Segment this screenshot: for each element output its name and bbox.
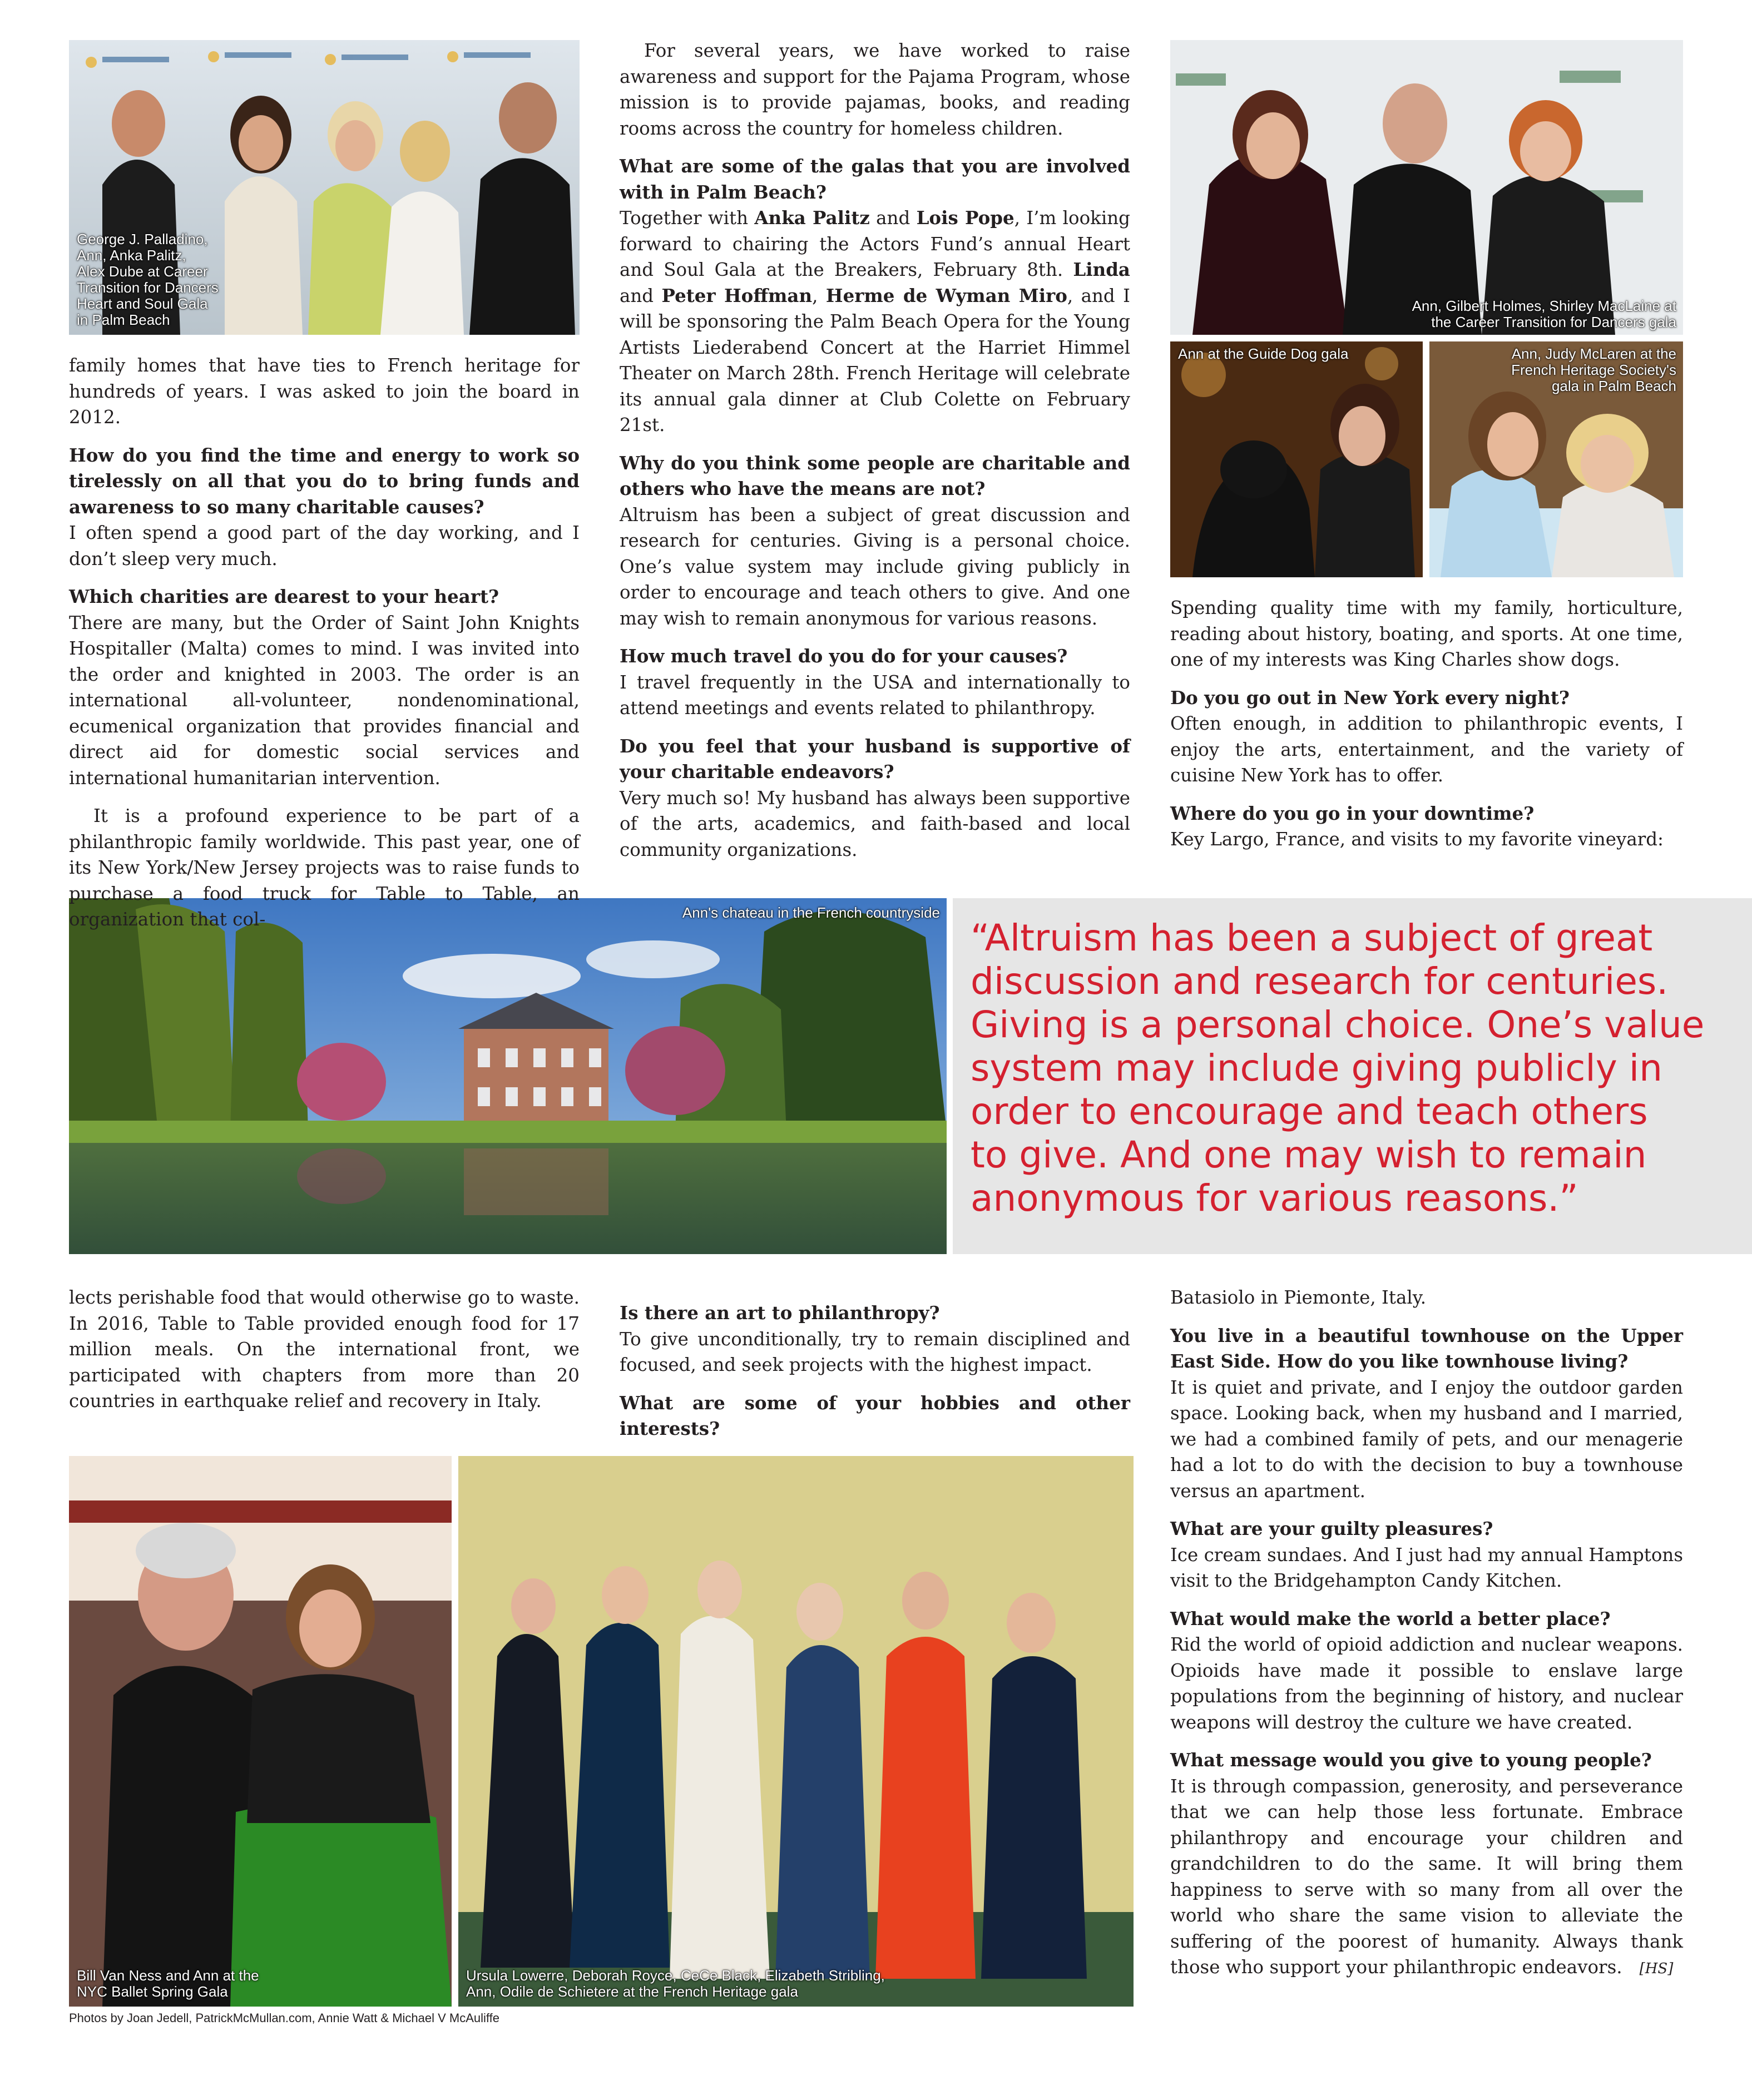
answer: To give unconditionally, try to remain disciplined and focused, and seek projects with the highest impact.	[620, 1328, 1130, 1375]
answer: Rid the world of opioid addiction and nuclear weapons. Opioids have made it possible to enslave large populations from the beginning of history, and nuclear weapons will destroy the culture we have created.	[1170, 1634, 1683, 1733]
question: What are some of the galas that you are involved with in Palm Beach?	[620, 155, 1130, 203]
text: Together with	[620, 207, 755, 229]
photo-nyc-ballet-gala	[69, 1456, 452, 2007]
answer: Often enough, in addition to philanthropic events, I enjoy the arts, entertainment, and the variety of cuisine New York has to offer.	[1170, 713, 1683, 786]
pull-quote-line: “Altruism has been a subject of great	[971, 917, 1653, 959]
answer: Altruism has been a subject of great discussion and research for centuries. Giving is a personal choice. One’s value system may include giving publicly in order to encourage and teach others to give. And one may wish to remain anonymous for various reasons.	[620, 504, 1130, 629]
pull-quote-line: Giving is a personal choice. One’s value	[971, 1003, 1705, 1046]
answer: Key Largo, France, and visits to my favorite vineyard:	[1170, 829, 1664, 850]
answer: Ice cream sundaes. And I just had my annual Hamptons visit to the Bridgehampton Candy Kitchen.	[1170, 1544, 1683, 1591]
caption-line: Transition for Dancers	[77, 279, 219, 296]
caption-top-left	[77, 231, 219, 328]
name: Lois Pope	[916, 207, 1014, 229]
question: How do you find the time and energy to work so tirelessly on all that you do to bring funds and awareness to so many charitable causes?	[69, 444, 580, 518]
column-3-top	[1170, 595, 1683, 853]
question: What are your guilty pleasures?	[1170, 1518, 1493, 1539]
text: , and I will be sponsoring the Palm Beach Opera for the Young Artists Liederabend Concert at the Harriet Himmel Theater on March 28th. French Heritage will celebrate its annual gala dinner at Club Colette on February 21st.	[620, 285, 1130, 435]
caption-french-heritage	[1429, 346, 1676, 394]
answer: There are many, but the Order of Saint John Knights Hospitaller (Malta) comes to mind. I was invited into the order and knighted in 2003. The order is an international all-volunteer, nondenominational, ecumenical organization that provides financial and direct aid for domestic social services and international humanitarian intervention.	[69, 612, 580, 789]
column-1-bottom	[69, 1285, 580, 1414]
question: Which charities are dearest to your heart?	[69, 586, 499, 607]
caption-line: Ann's chateau in the French countryside	[682, 904, 940, 921]
name: Peter Hoffman	[661, 284, 813, 306]
caption-guide-dog	[1178, 346, 1348, 362]
caption-line: Ann, Anka Palitz,	[77, 247, 186, 264]
name: Herme de Wyman Miro	[825, 284, 1067, 306]
caption-line: Bill Van Ness and Ann at the	[77, 1967, 259, 1984]
answer	[620, 205, 1130, 438]
answer	[1170, 1774, 1683, 1982]
photo-chateau	[69, 898, 947, 1254]
photo-guide-dog-gala	[1170, 341, 1423, 577]
pull-quote-line: system may include giving publicly in	[971, 1047, 1662, 1089]
question: What are some of your hobbies and other interests?	[620, 1391, 1130, 1439]
answer: It is quiet and private, and I enjoy the outdoor garden space. Looking back, when my husband and I married, we had a combined family of pets, and our menagerie had a lot to do with the decision to buy a townhouse versus an apartment.	[1170, 1376, 1683, 1502]
caption-line: in Palm Beach	[77, 311, 170, 328]
question: Do you feel that your husband is supportive of your charitable endeavors?	[620, 735, 1130, 782]
column-2-top	[620, 38, 1130, 863]
name: Anka Palitz	[754, 207, 870, 229]
author-initials: [HS]	[1639, 1960, 1674, 1977]
column-1-top	[69, 353, 580, 933]
question: Do you go out in New York every night?	[1170, 686, 1570, 709]
caption-line: the Career Transition for Dancers gala	[1431, 314, 1676, 330]
text: , I’m looking forward to chairing the Actors Fund’s annual Heart and Soul Gala at the Breakers, February 8th.	[620, 207, 1130, 280]
paragraph: It is a profound experience to be part of a philanthropic family worldwide. This past year, one of its New York/New Jersey projects was to raise funds to purchase a food truck for Table to Table, an organization that col-	[69, 805, 580, 930]
paragraph: family homes that have ties to French heritage for hundreds of years. I was asked to join the board in 2012.	[69, 355, 580, 428]
photo-credit: Photos by Joan Jedell, PatrickMcMullan.com, Annie Watt & Michael V McAuliffe	[69, 2011, 499, 2025]
caption-line: Ursula Lowerre, Deborah Royce, CeCe Black, Elizabeth Stribling,	[466, 1967, 885, 1984]
question: Is there an art to philanthropy?	[620, 1302, 940, 1324]
caption-line: Alex Dube at Career	[77, 263, 208, 280]
caption-line: Ann, Judy McLaren at the	[1511, 345, 1676, 362]
question: What would make the world a better place?	[1170, 1607, 1611, 1630]
caption-bottom-left	[77, 1968, 259, 2000]
text: It is through compassion, generosity, and perseverance that we can help those less fortunate. Embrace philanthropy and encourage your children and grandchildren to do the same. It will bring them happiness to serve with so many from all over the world who share the same vision to alleviate the suffering of the poorest of humanity. Always thank those who support your philanthropic endeavors.	[1170, 1775, 1683, 1978]
pull-quote	[971, 917, 1744, 1220]
question: You live in a beautiful townhouse on the Upper East Side. How do you like townhouse living?	[1170, 1324, 1683, 1372]
caption-top-right	[1170, 298, 1676, 330]
paragraph: For several years, we have worked to raise awareness and support for the Pajama Program, whose mission is to provide pajamas, books, and reading rooms across the country for homeless children.	[620, 40, 1130, 139]
caption-chateau	[556, 905, 940, 921]
name: Linda	[1073, 259, 1130, 280]
caption-line: NYC Ballet Spring Gala	[77, 1983, 228, 2000]
question: How much travel do you do for your causes?	[620, 645, 1068, 667]
caption-line: Ann, Gilbert Holmes, Shirley MacLaine at	[1412, 298, 1676, 314]
photo-french-heritage-group	[458, 1456, 1134, 2007]
caption-line: Ann, Odile de Schietere at the French Heritage gala	[466, 1983, 798, 2000]
text: ,	[812, 285, 826, 306]
paragraph: lects perishable food that would otherwise go to waste. In 2016, Table to Table provided enough food for 17 million meals. On the international front, we participated with chapters from more than 20 countries in earthquake relief and recovery in Italy.	[69, 1287, 580, 1411]
paragraph: Batasiolo in Piemonte, Italy.	[1170, 1287, 1427, 1308]
column-2-bottom	[620, 1300, 1130, 1442]
pull-quote-line: discussion and research for centuries.	[971, 960, 1669, 1003]
text: and	[620, 285, 662, 306]
pull-quote-line: anonymous for various reasons.”	[971, 1177, 1578, 1220]
caption-line: gala in Palm Beach	[1551, 378, 1676, 394]
answer: Very much so! My husband has always been supportive of the arts, academics, and faith-based and local community organizations.	[620, 787, 1130, 860]
caption-line: Heart and Soul Gala	[77, 295, 208, 312]
column-3-bottom	[1170, 1285, 1683, 1982]
photo-shirley-maclaine-gala	[1170, 40, 1683, 335]
question: What message would you give to young people?	[1170, 1749, 1652, 1771]
text: and	[869, 207, 917, 229]
caption-line: Ann at the Guide Dog gala	[1178, 345, 1349, 362]
answer: I often spend a good part of the day working, and I don’t sleep very much.	[69, 522, 580, 569]
answer: I travel frequently in the USA and internationally to attend meetings and events related to philanthropy.	[620, 671, 1130, 719]
caption-line: George J. Palladino,	[77, 231, 208, 247]
question: Why do you think some people are charitable and others who have the means are not?	[620, 452, 1130, 499]
caption-line: French Heritage Society's	[1511, 361, 1676, 378]
pull-quote-line: to give. And one may wish to remain	[971, 1133, 1647, 1176]
pull-quote-line: order to encourage and teach others	[971, 1090, 1648, 1133]
question: Where do you go in your downtime?	[1170, 802, 1535, 824]
paragraph: Spending quality time with my family, horticulture, reading about history, boating, and sports. At one time, one of my interests was King Charles show dogs.	[1170, 597, 1683, 670]
caption-bottom-group	[466, 1968, 885, 2000]
